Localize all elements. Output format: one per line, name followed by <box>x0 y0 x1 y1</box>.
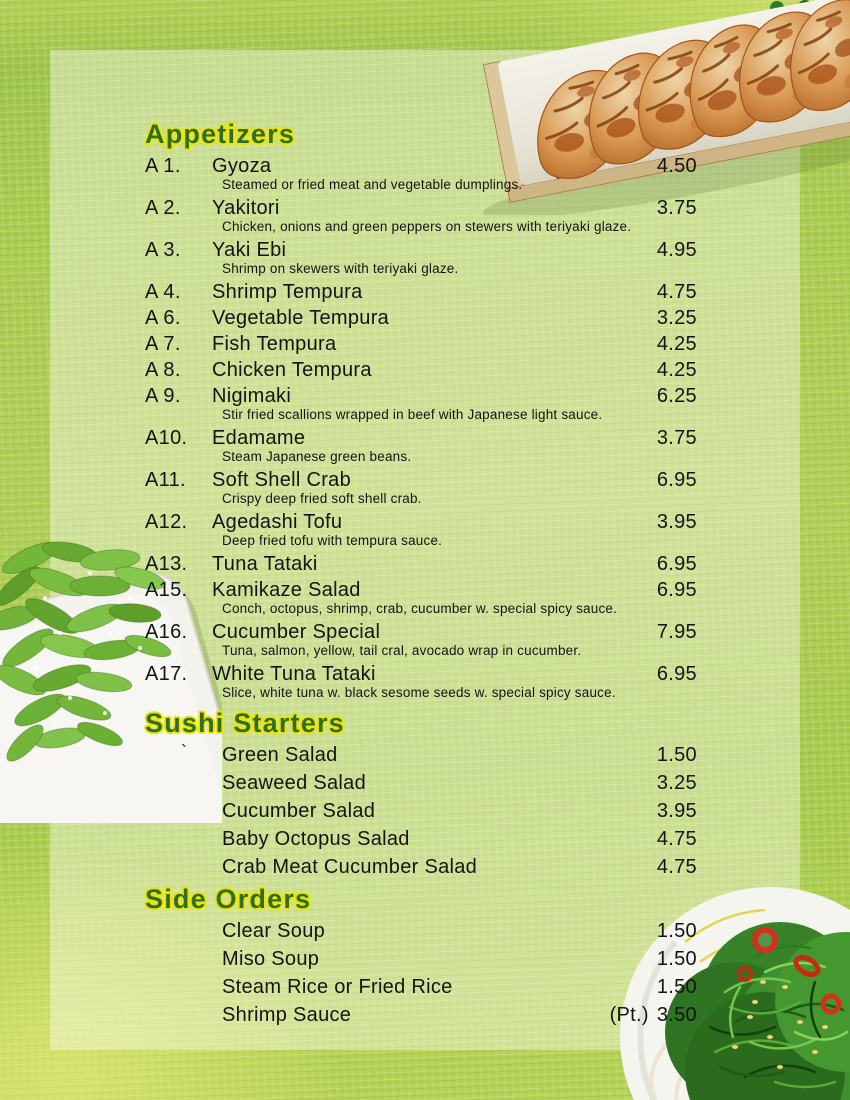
item-price: 3.95 <box>656 511 697 533</box>
menu-item <box>145 621 697 643</box>
menu-item <box>145 800 697 822</box>
item-description: Tuna, salmon, yellow, tail cral, avocado wrap in cucumber. <box>222 643 582 658</box>
item-name: Nigimaki <box>212 385 292 407</box>
item-description: Steamed or fried meat and vegetable dumplings. <box>222 177 523 192</box>
item-price: 4.95 <box>656 239 697 261</box>
item-description: Conch, octopus, shrimp, crab, cucumber w. special spicy sauce. <box>222 601 618 616</box>
menu-item <box>145 359 697 381</box>
item-price: 4.75 <box>656 281 697 303</box>
item-description: Steam Japanese green beans. <box>222 449 412 464</box>
menu-item <box>145 553 697 575</box>
item-name: Chicken Tempura <box>212 359 372 381</box>
menu-item <box>145 155 697 177</box>
item-price: 1.50 <box>656 744 697 766</box>
item-code: A15. <box>145 579 188 601</box>
item-price-group <box>610 1004 697 1026</box>
item-price: 1.50 <box>656 920 697 942</box>
item-code: A12. <box>145 511 188 533</box>
item-code: A13. <box>145 553 188 575</box>
item-description: Deep fried tofu with tempura sauce. <box>222 533 443 548</box>
item-code: A 6. <box>145 307 181 329</box>
item-price: 4.50 <box>656 155 697 177</box>
item-name: Fish Tempura <box>212 333 337 355</box>
menu-item <box>145 976 697 998</box>
section-appetizers <box>145 119 697 700</box>
item-name: Cucumber Salad <box>222 800 376 822</box>
menu-item <box>145 427 697 449</box>
menu-item <box>145 239 697 261</box>
item-name: Cucumber Special <box>212 621 381 643</box>
item-price: 1.50 <box>656 976 697 998</box>
item-code: A11. <box>145 469 186 491</box>
item-code: A 2. <box>145 197 181 219</box>
item-name: Yakitori <box>212 197 280 219</box>
item-price: 4.75 <box>656 856 697 878</box>
menu-item <box>145 856 697 878</box>
item-price: 6.95 <box>656 663 697 685</box>
item-name: Steam Rice or Fried Rice <box>222 976 453 998</box>
section-sushi-starters <box>145 708 697 878</box>
menu-item <box>145 385 697 407</box>
item-price: 6.95 <box>656 469 697 491</box>
section-title: Sushi Starters <box>145 708 345 738</box>
menu-item <box>145 744 697 766</box>
stray-tick-mark: ` <box>181 742 187 762</box>
menu-item <box>145 948 697 970</box>
menu-item <box>145 579 697 601</box>
item-code: A 9. <box>145 385 181 407</box>
item-price: 4.25 <box>656 333 697 355</box>
section-title: Side Orders <box>145 884 312 914</box>
item-description: Stir fried scallions wrapped in beef with Japanese light sauce. <box>222 407 603 422</box>
item-name: Yaki Ebi <box>212 239 287 261</box>
item-name: Vegetable Tempura <box>212 307 390 329</box>
menu-item <box>145 469 697 491</box>
item-name: Baby Octopus Salad <box>222 828 410 850</box>
item-name: Kamikaze Salad <box>212 579 361 601</box>
item-code: A 4. <box>145 281 181 303</box>
item-code: A17. <box>145 663 188 685</box>
item-description: Shrimp on skewers with teriyaki glaze. <box>222 261 459 276</box>
item-name: Soft Shell Crab <box>212 469 352 491</box>
item-price: 3.25 <box>656 772 697 794</box>
item-price: 3.25 <box>656 307 697 329</box>
item-name: Clear Soup <box>222 920 326 942</box>
menu-item <box>145 281 697 303</box>
item-price-note: (Pt.) <box>609 1004 649 1026</box>
item-price: 3.95 <box>656 800 697 822</box>
menu-item <box>145 772 697 794</box>
item-name: White Tuna Tataki <box>212 663 376 685</box>
menu-item <box>145 307 697 329</box>
menu-item <box>145 663 697 685</box>
item-name: Crab Meat Cucumber Salad <box>222 856 478 878</box>
item-price: 7.95 <box>656 621 697 643</box>
menu-item <box>145 1004 697 1026</box>
item-code: A 1. <box>145 155 181 177</box>
item-price: 3.75 <box>656 197 697 219</box>
item-name: Edamame <box>212 427 306 449</box>
item-description: Slice, white tuna w. black sesome seeds w. special spicy sauce. <box>222 685 616 700</box>
item-description: Crispy deep fried soft shell crab. <box>222 491 422 506</box>
menu-item <box>145 333 697 355</box>
item-code: A16. <box>145 621 188 643</box>
item-name: Agedashi Tofu <box>212 511 343 533</box>
menu-item <box>145 197 697 219</box>
item-description: Chicken, onions and green peppers on stewers with teriyaki glaze. <box>222 219 632 234</box>
item-name: Miso Soup <box>222 948 320 970</box>
item-name: Tuna Tataki <box>212 553 318 575</box>
menu-item <box>145 511 697 533</box>
item-name: Gyoza <box>212 155 272 177</box>
item-price: 4.25 <box>656 359 697 381</box>
item-name: Shrimp Tempura <box>212 281 363 303</box>
menu-item <box>145 828 697 850</box>
menu-item <box>145 920 697 942</box>
item-price: 6.25 <box>656 385 697 407</box>
section-title: Appetizers <box>145 119 296 149</box>
item-name: Shrimp Sauce <box>222 1004 352 1026</box>
item-price: 4.75 <box>656 828 697 850</box>
item-price: 3.50 <box>656 1004 697 1026</box>
item-price: 6.95 <box>656 553 697 575</box>
item-code: A10. <box>145 427 188 449</box>
item-price: 3.75 <box>656 427 697 449</box>
item-code: A 3. <box>145 239 181 261</box>
item-price: 6.95 <box>656 579 697 601</box>
item-code: A 8. <box>145 359 181 381</box>
menu-content <box>145 119 697 1032</box>
section-side-orders <box>145 884 697 1026</box>
item-name: Seaweed Salad <box>222 772 367 794</box>
item-price: 1.50 <box>656 948 697 970</box>
item-name: Green Salad <box>222 744 338 766</box>
item-code: A 7. <box>145 333 181 355</box>
